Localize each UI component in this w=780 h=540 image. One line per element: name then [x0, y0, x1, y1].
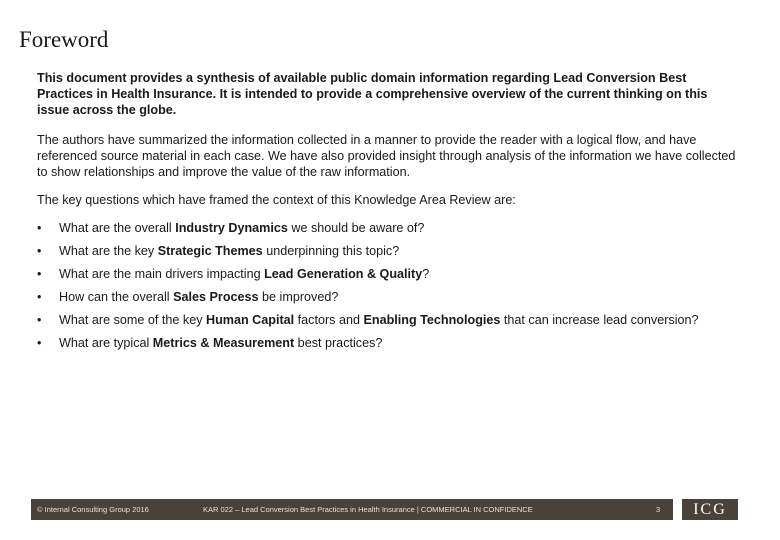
emphasis: Enabling Technologies: [363, 313, 501, 327]
bullet-icon: •: [37, 290, 42, 304]
list-item: • What are the key Strategic Themes underpinning this topic?: [37, 244, 400, 258]
emphasis: Strategic Themes: [157, 244, 263, 258]
list-item: • How can the overall Sales Process be improved?: [37, 290, 339, 304]
bullet-icon: •: [37, 221, 42, 235]
list-item: • What are the main drivers impacting Lead Generation & Quality?: [37, 267, 430, 281]
icg-logo: ICG: [682, 499, 738, 520]
footer-document-title: KAR 022 – Lead Conversion Best Practices in Health Insurance | COMMERCIAL IN CONFIDENCE: [203, 505, 533, 514]
list-item: • What are typical Metrics & Measurement best practices?: [37, 336, 383, 350]
bullet-icon: •: [37, 244, 42, 258]
emphasis: Lead Generation & Quality: [264, 267, 423, 281]
bullet-icon: •: [37, 336, 42, 350]
page-title: Foreword: [19, 27, 109, 52]
intro-paragraph: This document provides a synthesis of available public domain information regarding Lead Conversion Best Practices in Health Insurance. It is intended to provide a comprehensive overview of the current thinking on this issue across the globe.: [37, 71, 708, 117]
authors-paragraph: The authors have summarized the information collected in a manner to provide the reader with a logical flow, and have referenced source material in each case. We have also provided insight through analysis of the information we have collected to show relationships and improve the value of the raw information.: [37, 133, 736, 179]
bullet-icon: •: [37, 313, 42, 327]
emphasis: Industry Dynamics: [175, 221, 288, 235]
footer-copyright: © Internal Consulting Group 2016: [37, 505, 149, 514]
emphasis: Sales Process: [173, 290, 259, 304]
key-questions-paragraph: The key questions which have framed the context of this Knowledge Area Review are:: [37, 193, 516, 207]
document-body: [37, 70, 737, 358]
list-item: • What are the overall Industry Dynamics we should be aware of?: [37, 221, 425, 235]
key-questions-list: [37, 220, 737, 351]
footer-bar: [31, 499, 673, 520]
list-item: • What are some of the key Human Capital factors and Enabling Technologies that can increase lead conversion?: [37, 313, 699, 327]
emphasis: Human Capital: [206, 313, 295, 327]
page-number: 3: [656, 505, 661, 514]
bullet-icon: •: [37, 267, 42, 281]
emphasis: Metrics & Measurement: [152, 336, 295, 350]
